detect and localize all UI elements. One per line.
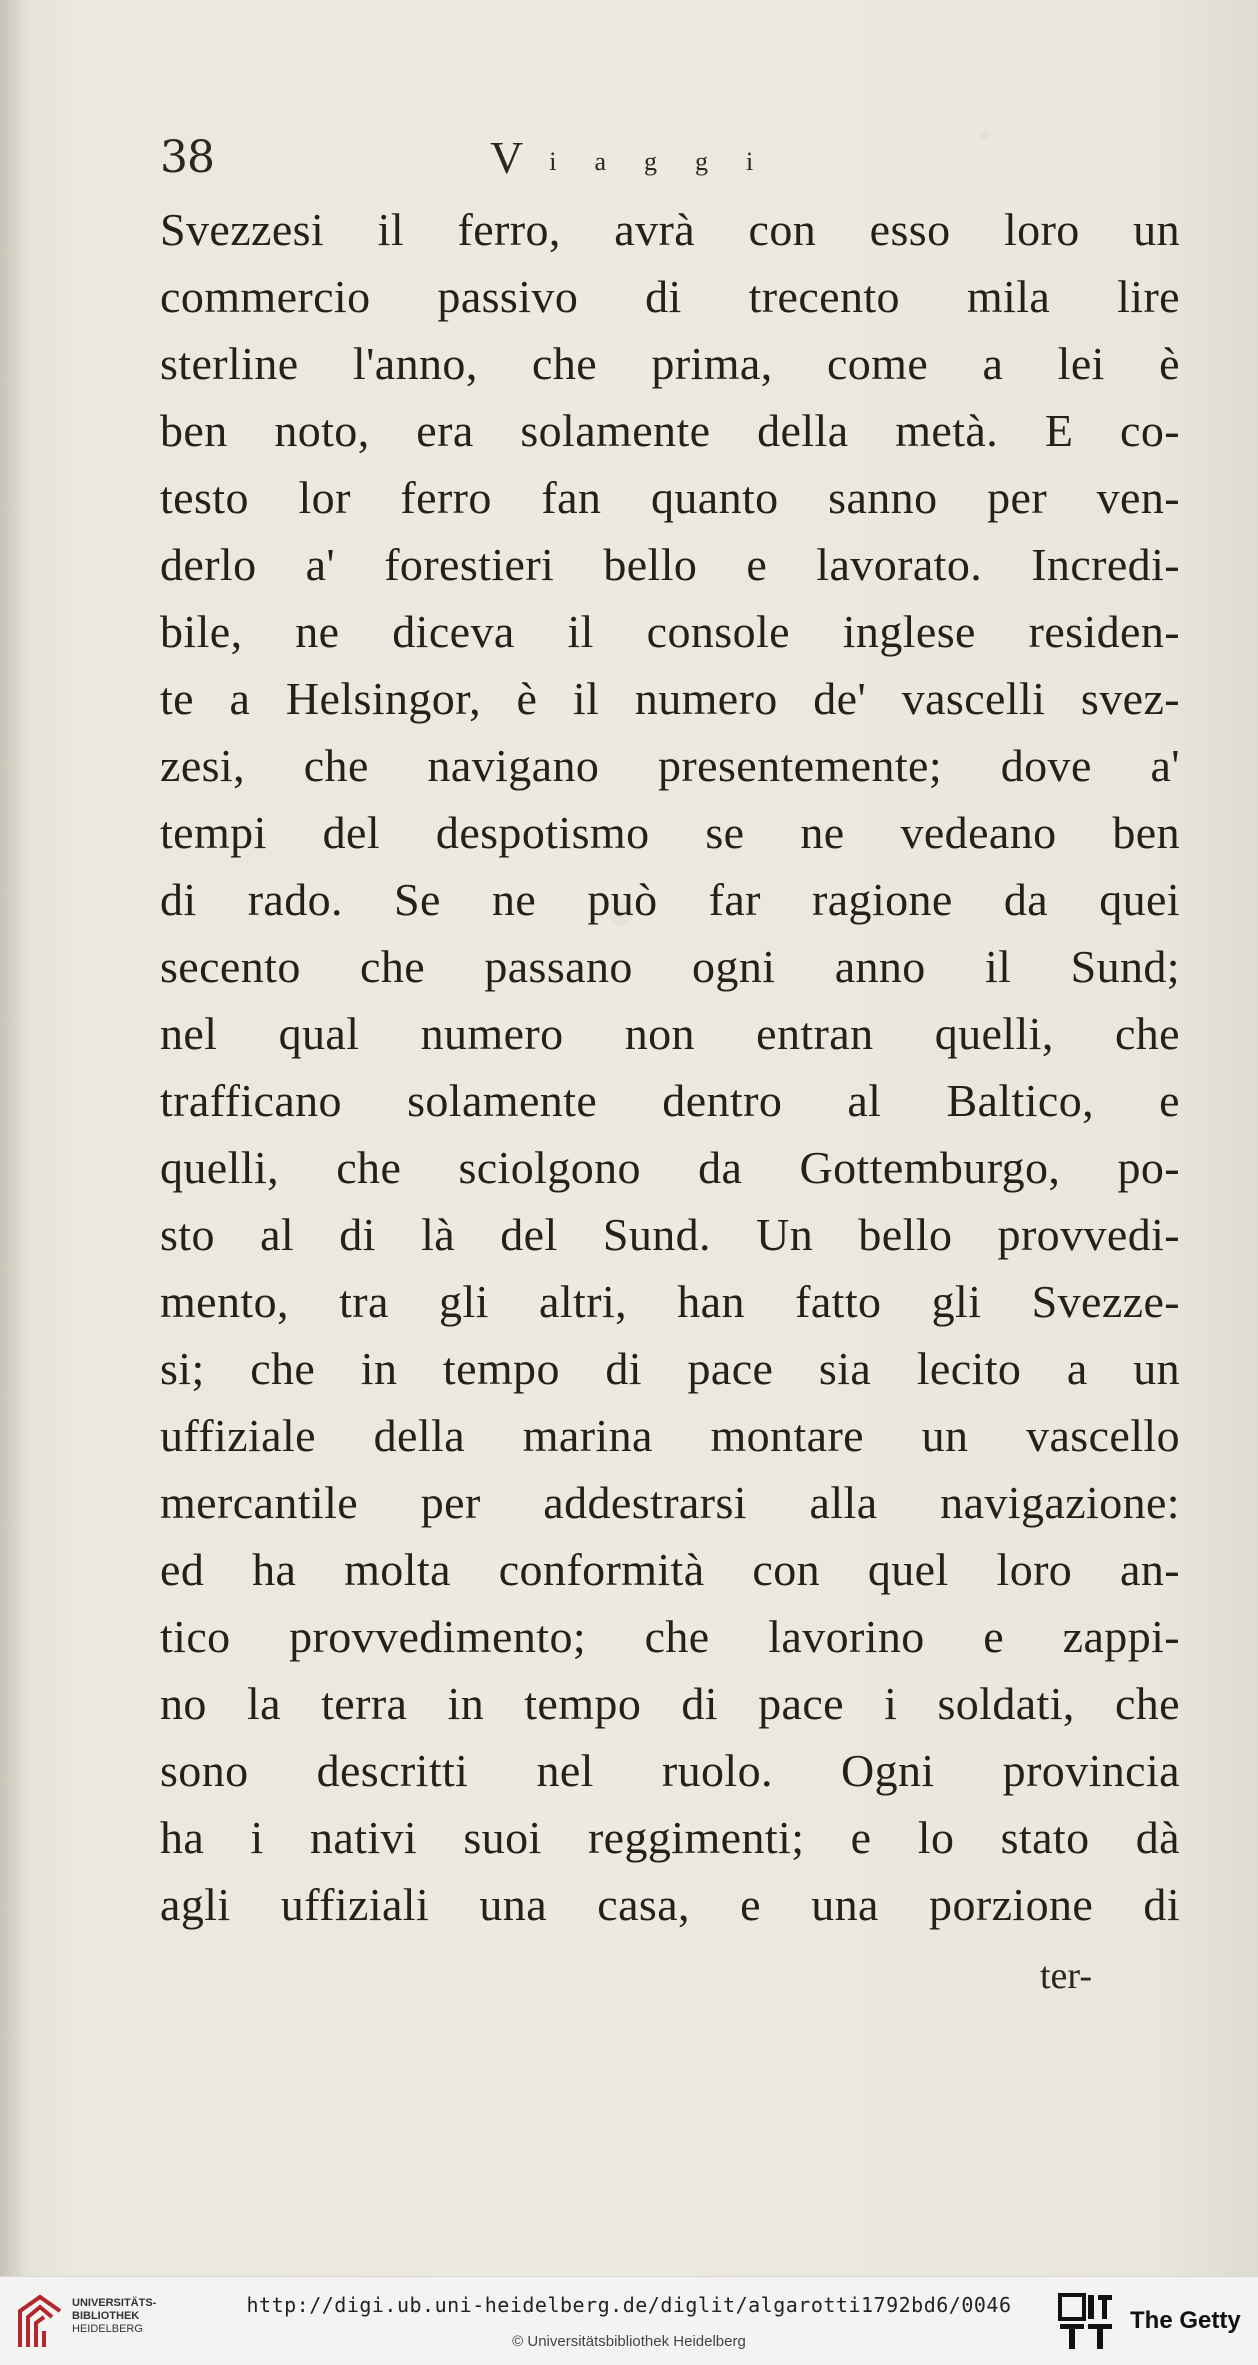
- text-line: nel qual numero non entran quelli, che: [160, 1008, 1180, 1059]
- page-number: 38: [160, 132, 214, 183]
- text-line: sto al di là del Sund. Un bello provvedi-: [160, 1209, 1180, 1260]
- text-line: testo lor ferro fan quanto sanno per ven-: [160, 472, 1180, 523]
- copyright-notice: © Universitätsbibliothek Heidelberg: [512, 2333, 746, 2350]
- getty-logo-icon: [1058, 2293, 1114, 2351]
- text-line: sterline l'anno, che prima, come a lei è: [160, 338, 1180, 389]
- text-line: quelli, che sciolgono da Gottemburgo, po-: [160, 1142, 1180, 1193]
- footer-bar: [0, 2276, 1258, 2365]
- text-line: ben noto, era solamente della metà. E co-: [160, 405, 1180, 456]
- text-line: mento, tra gli altri, han fatto gli Svezze-: [160, 1276, 1180, 1327]
- running-head-initial: V: [490, 132, 550, 183]
- text-line: tico provvedimento; che lavorino e zappi-: [160, 1611, 1180, 1662]
- running-head: [490, 128, 791, 195]
- text-line: sono descritti nel ruolo. Ogni provincia: [160, 1745, 1180, 1796]
- text-line: secento che passano ogni anno il Sund;: [160, 941, 1180, 992]
- gutter-shadow: [0, 0, 28, 2276]
- text-line: ha i nativi suoi reggimenti; e lo stato dà: [160, 1812, 1180, 1863]
- text-line: Svezzesi il ferro, avrà con esso loro un: [160, 204, 1180, 255]
- library-name-line: HEIDELBERG: [72, 2323, 143, 2335]
- text-line: te a Helsingor, è il numero de' vascelli svez-: [160, 673, 1180, 724]
- running-head-rest: iaggi: [549, 147, 792, 176]
- library-name-line: BIBLIOTHEK: [72, 2310, 140, 2322]
- text-line: bile, ne diceva il console inglese residen-: [160, 606, 1180, 657]
- catchword: ter-: [1040, 1955, 1092, 1997]
- body-text: [160, 196, 1180, 1938]
- text-line: commercio passivo di trecento mila lire: [160, 271, 1180, 322]
- text-line: ed ha molta conformità con quel loro an-: [160, 1544, 1180, 1595]
- text-line: uffiziale della marina montare un vascello: [160, 1410, 1180, 1461]
- text-line: di rado. Se ne può far ragione da quei: [160, 874, 1180, 925]
- text-line: zesi, che navigano presentemente; dove a': [160, 740, 1180, 791]
- text-line: tempi del despotismo se ne vedeano ben: [160, 807, 1180, 858]
- text-line: trafficano solamente dentro al Baltico, e: [160, 1075, 1180, 1126]
- library-name-line: UNIVERSITÄTS-: [72, 2297, 157, 2309]
- permalink-url[interactable]: http://digi.ub.uni-heidelberg.de/diglit/algarotti1792bd6/0046: [246, 2293, 1012, 2317]
- partner-name: The Getty: [1130, 2307, 1241, 2334]
- text-line: si; che in tempo di pace sia lecito a un: [160, 1343, 1180, 1394]
- page-header: [160, 128, 1180, 188]
- text-line: agli uffiziali una casa, e una porzione di: [160, 1879, 1180, 1930]
- text-line: no la terra in tempo di pace i soldati, che: [160, 1678, 1180, 1729]
- text-line: derlo a' forestieri bello e lavorato. Incredi-: [160, 539, 1180, 590]
- text-line: mercantile per addestrarsi alla navigazione:: [160, 1477, 1180, 1528]
